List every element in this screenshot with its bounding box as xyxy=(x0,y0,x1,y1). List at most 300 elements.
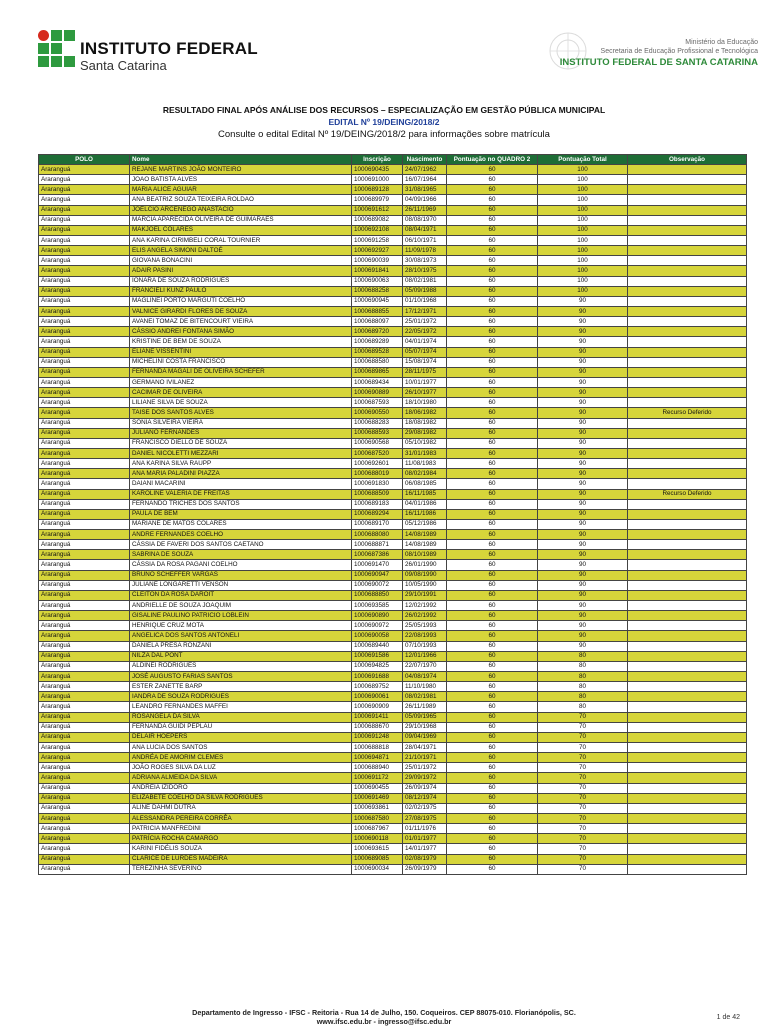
table-cell xyxy=(628,611,747,621)
footer-contact: www.ifsc.edu.br - ingresso@ifsc.edu.br xyxy=(316,1017,452,1026)
table-row xyxy=(39,864,747,874)
table-cell: IANDRA DE SOUZA RODRIGUES xyxy=(130,692,352,702)
table-cell: 80 xyxy=(538,651,628,661)
table-cell: 70 xyxy=(538,763,628,773)
table-cell: Araranguá xyxy=(39,246,130,256)
table-cell xyxy=(628,560,747,570)
table-cell: 60 xyxy=(447,844,538,854)
table-cell: 1000690889 xyxy=(352,388,403,398)
table-cell: Araranguá xyxy=(39,469,130,479)
table-row xyxy=(39,479,747,489)
table-cell: 1000688097 xyxy=(352,317,403,327)
table-row xyxy=(39,712,747,722)
table-cell: 60 xyxy=(447,398,538,408)
table-cell: 60 xyxy=(447,175,538,185)
table-cell: 60 xyxy=(447,519,538,529)
table-row xyxy=(39,793,747,803)
table-cell: 1000691688 xyxy=(352,672,403,682)
table-cell: Araranguá xyxy=(39,773,130,783)
table-cell: 90 xyxy=(538,570,628,580)
table-cell: 70 xyxy=(538,743,628,753)
page-footer xyxy=(0,1008,768,1026)
table-cell xyxy=(628,286,747,296)
table-cell: 90 xyxy=(538,540,628,550)
table-cell: 100 xyxy=(538,235,628,245)
table-row xyxy=(39,165,747,175)
table-cell xyxy=(628,235,747,245)
table-cell: 07/10/1993 xyxy=(403,641,447,651)
table-cell: 90 xyxy=(538,611,628,621)
table-cell: 1000690061 xyxy=(352,692,403,702)
table-cell: 90 xyxy=(538,459,628,469)
table-cell: 1000688258 xyxy=(352,286,403,296)
table-cell: 02/02/1975 xyxy=(403,803,447,813)
table-cell: 16/11/1986 xyxy=(403,509,447,519)
table-cell: 70 xyxy=(538,834,628,844)
table-cell: 60 xyxy=(447,621,538,631)
table-cell xyxy=(628,519,747,529)
table-cell: 08/02/1981 xyxy=(403,276,447,286)
table-cell: 90 xyxy=(538,428,628,438)
table-cell: 1000693585 xyxy=(352,601,403,611)
table-cell: ANDRÉA DE AMORIM CLEMES xyxy=(130,753,352,763)
table-cell: 60 xyxy=(447,793,538,803)
table-cell: 1000694825 xyxy=(352,661,403,671)
table-cell: 30/08/1973 xyxy=(403,256,447,266)
table-row xyxy=(39,489,747,499)
table-cell: Araranguá xyxy=(39,590,130,600)
table-cell: 10/05/1990 xyxy=(403,580,447,590)
table-cell: 1000690568 xyxy=(352,438,403,448)
table-cell: DANIEL NICOLETTI MEZZARI xyxy=(130,448,352,458)
table-cell: 05/10/1982 xyxy=(403,438,447,448)
table-cell xyxy=(628,185,747,195)
table-cell: 90 xyxy=(538,560,628,570)
table-row xyxy=(39,388,747,398)
table-cell: 70 xyxy=(538,732,628,742)
table-cell: 1000691586 xyxy=(352,651,403,661)
table-row xyxy=(39,195,747,205)
table-cell xyxy=(628,246,747,256)
table-cell: 22/07/1970 xyxy=(403,661,447,671)
table-cell: Araranguá xyxy=(39,519,130,529)
table-cell: Araranguá xyxy=(39,266,130,276)
table-cell: Araranguá xyxy=(39,276,130,286)
table-cell: 70 xyxy=(538,712,628,722)
table-cell: ALDINEI RODRIGUES xyxy=(130,661,352,671)
table-cell: 1000691172 xyxy=(352,773,403,783)
table-cell: 1000688593 xyxy=(352,428,403,438)
table-cell: JOÉLCIO ARCENEGO ANASTACIO xyxy=(130,205,352,215)
table-cell: 90 xyxy=(538,621,628,631)
table-cell: 100 xyxy=(538,256,628,266)
table-cell: 1000689440 xyxy=(352,641,403,651)
table-cell xyxy=(628,682,747,692)
table-row xyxy=(39,367,747,377)
table-cell: 90 xyxy=(538,509,628,519)
ifsc-logo-icon xyxy=(38,30,78,72)
table-cell xyxy=(628,296,747,306)
table-cell: 60 xyxy=(447,499,538,509)
table-row xyxy=(39,661,747,671)
table-row xyxy=(39,296,747,306)
table-row xyxy=(39,448,747,458)
table-cell: 60 xyxy=(447,388,538,398)
table-row xyxy=(39,235,747,245)
table-cell xyxy=(628,824,747,834)
table-cell: 60 xyxy=(447,286,538,296)
table-row xyxy=(39,327,747,337)
table-cell: 60 xyxy=(447,692,538,702)
table-cell xyxy=(628,195,747,205)
table-cell: ELIZABETE COELHO DA SILVA RODRIGUES xyxy=(130,793,352,803)
table-cell: Araranguá xyxy=(39,398,130,408)
table-cell: SÔNIA SILVEIRA VIEIRA xyxy=(130,418,352,428)
table-row xyxy=(39,814,747,824)
table-cell: 90 xyxy=(538,550,628,560)
table-cell: 1000689085 xyxy=(352,854,403,864)
table-cell: Araranguá xyxy=(39,185,130,195)
table-cell: KRISTINE DE BEM DE SOUZA xyxy=(130,337,352,347)
table-cell: Araranguá xyxy=(39,743,130,753)
table-cell: 90 xyxy=(538,601,628,611)
table-cell: Araranguá xyxy=(39,824,130,834)
table-cell: MAKJOEL COLARES xyxy=(130,225,352,235)
table-cell xyxy=(628,377,747,387)
table-cell xyxy=(628,225,747,235)
table-cell: 11/08/1983 xyxy=(403,459,447,469)
table-cell: Araranguá xyxy=(39,225,130,235)
table-cell: 1000689294 xyxy=(352,509,403,519)
table-cell: 90 xyxy=(538,317,628,327)
table-row xyxy=(39,621,747,631)
table-cell: 26/02/1992 xyxy=(403,611,447,621)
table-cell: 90 xyxy=(538,489,628,499)
table-cell: Araranguá xyxy=(39,580,130,590)
table-cell xyxy=(628,570,747,580)
table-body xyxy=(39,165,747,875)
table-row xyxy=(39,722,747,732)
table-row xyxy=(39,692,747,702)
column-header: POLO xyxy=(39,155,130,165)
table-row xyxy=(39,570,747,580)
table-cell: 24/07/1962 xyxy=(403,165,447,175)
table-cell: 60 xyxy=(447,225,538,235)
table-cell: 90 xyxy=(538,479,628,489)
table-cell: Araranguá xyxy=(39,844,130,854)
table-cell: 10/01/1977 xyxy=(403,377,447,387)
table-cell: 1000693861 xyxy=(352,803,403,813)
table-cell: Araranguá xyxy=(39,367,130,377)
table-cell: Araranguá xyxy=(39,499,130,509)
table-cell: ANA KARINA CIRIMBELI CORAL TOURNIER xyxy=(130,235,352,245)
table-row xyxy=(39,266,747,276)
table-cell: 1000689170 xyxy=(352,519,403,529)
table-cell: 70 xyxy=(538,854,628,864)
table-cell: JOÃO ROGES SILVA DA LUZ xyxy=(130,763,352,773)
table-cell: 90 xyxy=(538,408,628,418)
table-cell: 90 xyxy=(538,357,628,367)
table-cell: 14/08/1989 xyxy=(403,530,447,540)
table-cell: 1000690455 xyxy=(352,783,403,793)
table-cell: 60 xyxy=(447,672,538,682)
table-cell: 1000688940 xyxy=(352,763,403,773)
table-cell xyxy=(628,469,747,479)
table-cell xyxy=(628,590,747,600)
table-cell: 08/10/1989 xyxy=(403,550,447,560)
table-cell: Araranguá xyxy=(39,195,130,205)
consult-note: Consulte o edital Edital Nº 19/DEING/2018/2 para informações sobre matrícula xyxy=(218,129,550,140)
table-cell: 80 xyxy=(538,672,628,682)
table-cell: 29/08/1982 xyxy=(403,428,447,438)
table-cell: Araranguá xyxy=(39,438,130,448)
table-cell xyxy=(628,702,747,712)
table-cell: 60 xyxy=(447,732,538,742)
table-cell: ANDRIELLE DE SOUZA JOAQUIM xyxy=(130,601,352,611)
table-row xyxy=(39,530,747,540)
table-cell xyxy=(628,814,747,824)
table-cell: CÁSSIA DE FAVERI DOS SANTOS CAETANO xyxy=(130,540,352,550)
table-cell: 90 xyxy=(538,306,628,316)
table-cell: 60 xyxy=(447,641,538,651)
table-cell: Araranguá xyxy=(39,682,130,692)
table-cell: 60 xyxy=(447,276,538,286)
table-row xyxy=(39,672,747,682)
table-cell: 90 xyxy=(538,469,628,479)
table-cell: ALESSANDRA PEREIRA CORRÊA xyxy=(130,814,352,824)
table-cell: 60 xyxy=(447,773,538,783)
table-cell: 60 xyxy=(447,661,538,671)
table-cell: 60 xyxy=(447,469,538,479)
table-cell: 60 xyxy=(447,235,538,245)
table-cell: Araranguá xyxy=(39,347,130,357)
table-cell: 1000691612 xyxy=(352,205,403,215)
table-cell: 1000690039 xyxy=(352,256,403,266)
table-cell: 22/05/1972 xyxy=(403,327,447,337)
table-cell: 90 xyxy=(538,296,628,306)
table-cell: 01/11/1976 xyxy=(403,824,447,834)
table-row xyxy=(39,763,747,773)
table-cell: ADAIR PASINI xyxy=(130,266,352,276)
table-cell xyxy=(628,418,747,428)
table-cell: Araranguá xyxy=(39,864,130,874)
table-cell: 1000691248 xyxy=(352,732,403,742)
table-cell xyxy=(628,459,747,469)
table-cell: Araranguá xyxy=(39,408,130,418)
table-cell: 100 xyxy=(538,276,628,286)
table-cell: REJANE MARTINS JOÃO MONTEIRO xyxy=(130,165,352,175)
table-cell: 70 xyxy=(538,722,628,732)
table-row xyxy=(39,580,747,590)
table-cell: 60 xyxy=(447,377,538,387)
table-cell: 60 xyxy=(447,783,538,793)
table-cell: Araranguá xyxy=(39,479,130,489)
column-header: Inscrição xyxy=(352,155,403,165)
table-cell: 21/10/1971 xyxy=(403,753,447,763)
table-row xyxy=(39,702,747,712)
table-cell: MICHELINI COSTA FRANCISCO xyxy=(130,357,352,367)
table-cell: 1000690890 xyxy=(352,611,403,621)
table-row xyxy=(39,276,747,286)
table-cell xyxy=(628,337,747,347)
table-cell: 1000692108 xyxy=(352,225,403,235)
table-cell: JOAO BATISTA ALVES xyxy=(130,175,352,185)
table-row xyxy=(39,824,747,834)
table-row xyxy=(39,469,747,479)
table-cell: 1000688283 xyxy=(352,418,403,428)
table-cell: Araranguá xyxy=(39,530,130,540)
table-row xyxy=(39,459,747,469)
table-cell: 60 xyxy=(447,205,538,215)
table-cell: NILZA DAL PONT xyxy=(130,651,352,661)
table-row xyxy=(39,834,747,844)
table-cell: 60 xyxy=(447,185,538,195)
table-cell: 60 xyxy=(447,195,538,205)
table-cell: Araranguá xyxy=(39,175,130,185)
table-cell: 100 xyxy=(538,185,628,195)
table-cell: 22/08/1993 xyxy=(403,631,447,641)
table-row xyxy=(39,317,747,327)
table-row xyxy=(39,225,747,235)
table-cell xyxy=(628,712,747,722)
table-cell: 100 xyxy=(538,165,628,175)
table-cell: 60 xyxy=(447,256,538,266)
table-cell: Araranguá xyxy=(39,651,130,661)
table-cell: 1000689865 xyxy=(352,367,403,377)
table-cell xyxy=(628,276,747,286)
mec-ministry: Ministério da Educação xyxy=(685,39,758,46)
table-cell xyxy=(628,215,747,225)
table-cell: 11/09/1978 xyxy=(403,246,447,256)
table-cell: Araranguá xyxy=(39,803,130,813)
table-cell: 80 xyxy=(538,682,628,692)
table-cell: 1000689082 xyxy=(352,215,403,225)
table-cell: 04/01/1986 xyxy=(403,499,447,509)
table-cell: 1000688670 xyxy=(352,722,403,732)
table-row xyxy=(39,844,747,854)
table-cell xyxy=(628,661,747,671)
table-cell: 04/01/1974 xyxy=(403,337,447,347)
table-cell: 70 xyxy=(538,803,628,813)
table-cell xyxy=(628,317,747,327)
table-cell: 60 xyxy=(447,479,538,489)
table-cell: 60 xyxy=(447,834,538,844)
table-cell: VALNICE GIRARDI FLORES DE SOUZA xyxy=(130,306,352,316)
table-cell: 1000690435 xyxy=(352,165,403,175)
table-cell xyxy=(628,448,747,458)
table-row xyxy=(39,560,747,570)
table-cell: 60 xyxy=(447,702,538,712)
table-cell: 1000688019 xyxy=(352,469,403,479)
table-cell: Araranguá xyxy=(39,560,130,570)
table-cell: 18/08/1982 xyxy=(403,418,447,428)
mec-header xyxy=(560,38,758,70)
table-cell: LEANDRO FERNANDES MAFFEI xyxy=(130,702,352,712)
table-cell: 1000688850 xyxy=(352,590,403,600)
table-cell xyxy=(628,256,747,266)
table-cell: ADRIANA ALMEIDA DA SILVA xyxy=(130,773,352,783)
table-cell: 1000688818 xyxy=(352,743,403,753)
table-cell: 60 xyxy=(447,428,538,438)
table-cell: 1000688580 xyxy=(352,357,403,367)
table-cell: DELAIR HOEPERS xyxy=(130,732,352,742)
table-cell: 60 xyxy=(447,611,538,621)
table-cell: 70 xyxy=(538,864,628,874)
table-cell: Araranguá xyxy=(39,661,130,671)
table-cell: BRUNO SCHEFFER VARGAS xyxy=(130,570,352,580)
table-row xyxy=(39,803,747,813)
table-cell: 90 xyxy=(538,448,628,458)
table-cell: DANIELA PRESA RONZANI xyxy=(130,641,352,651)
table-cell: 26/11/1989 xyxy=(403,702,447,712)
table-cell: Araranguá xyxy=(39,489,130,499)
results-table xyxy=(38,154,747,875)
table-row xyxy=(39,783,747,793)
logo-subtitle: Santa Catarina xyxy=(80,58,167,73)
table-cell: 100 xyxy=(538,246,628,256)
table-cell xyxy=(628,834,747,844)
table-cell: 06/08/1985 xyxy=(403,479,447,489)
table-cell: 25/01/1972 xyxy=(403,763,447,773)
table-cell: 1000690118 xyxy=(352,834,403,844)
table-cell: FERNANDO TRICHÊS DOS SANTOS xyxy=(130,499,352,509)
table-cell: Araranguá xyxy=(39,702,130,712)
table-cell xyxy=(628,530,747,540)
table-cell: ANGELICA DOS SANTOS ANTONELI xyxy=(130,631,352,641)
table-cell: KARINI FIDÉLIS SOUZA xyxy=(130,844,352,854)
document-titles xyxy=(0,104,768,141)
table-cell: 90 xyxy=(538,438,628,448)
table-cell: 60 xyxy=(447,306,538,316)
table-cell xyxy=(628,327,747,337)
table-cell: JULIANE LONGARETTI VENSON xyxy=(130,580,352,590)
table-cell: PATRÍCIA ROCHA CAMARGO xyxy=(130,834,352,844)
table-cell: 90 xyxy=(538,519,628,529)
table-cell: 17/12/1971 xyxy=(403,306,447,316)
table-cell: 05/12/1986 xyxy=(403,519,447,529)
table-row xyxy=(39,854,747,864)
table-cell: 60 xyxy=(447,317,538,327)
table-cell: 1000689752 xyxy=(352,682,403,692)
table-cell: Araranguá xyxy=(39,621,130,631)
table-row xyxy=(39,641,747,651)
table-cell xyxy=(628,621,747,631)
table-cell: Araranguá xyxy=(39,692,130,702)
table-cell: ESTER ZANETTE BARP xyxy=(130,682,352,692)
table-cell: 90 xyxy=(538,641,628,651)
table-cell xyxy=(628,367,747,377)
table-cell: 60 xyxy=(447,357,538,367)
table-cell: 60 xyxy=(447,682,538,692)
table-cell: 100 xyxy=(538,175,628,185)
table-cell: 09/04/1969 xyxy=(403,732,447,742)
table-cell: Araranguá xyxy=(39,783,130,793)
table-cell: 08/04/1971 xyxy=(403,225,447,235)
table-cell: 16/11/1985 xyxy=(403,489,447,499)
table-row xyxy=(39,651,747,661)
table-cell: 09/08/1990 xyxy=(403,570,447,580)
table-cell: 60 xyxy=(447,509,538,519)
table-cell: 60 xyxy=(447,347,538,357)
table-cell: ELIANE VISSENTINI xyxy=(130,347,352,357)
table-cell: 80 xyxy=(538,692,628,702)
table-cell: 1000690909 xyxy=(352,702,403,712)
column-header: Observação xyxy=(628,155,747,165)
table-cell: 05/07/1974 xyxy=(403,347,447,357)
table-cell xyxy=(628,864,747,874)
table-cell: Araranguá xyxy=(39,509,130,519)
table-cell: 1000691000 xyxy=(352,175,403,185)
